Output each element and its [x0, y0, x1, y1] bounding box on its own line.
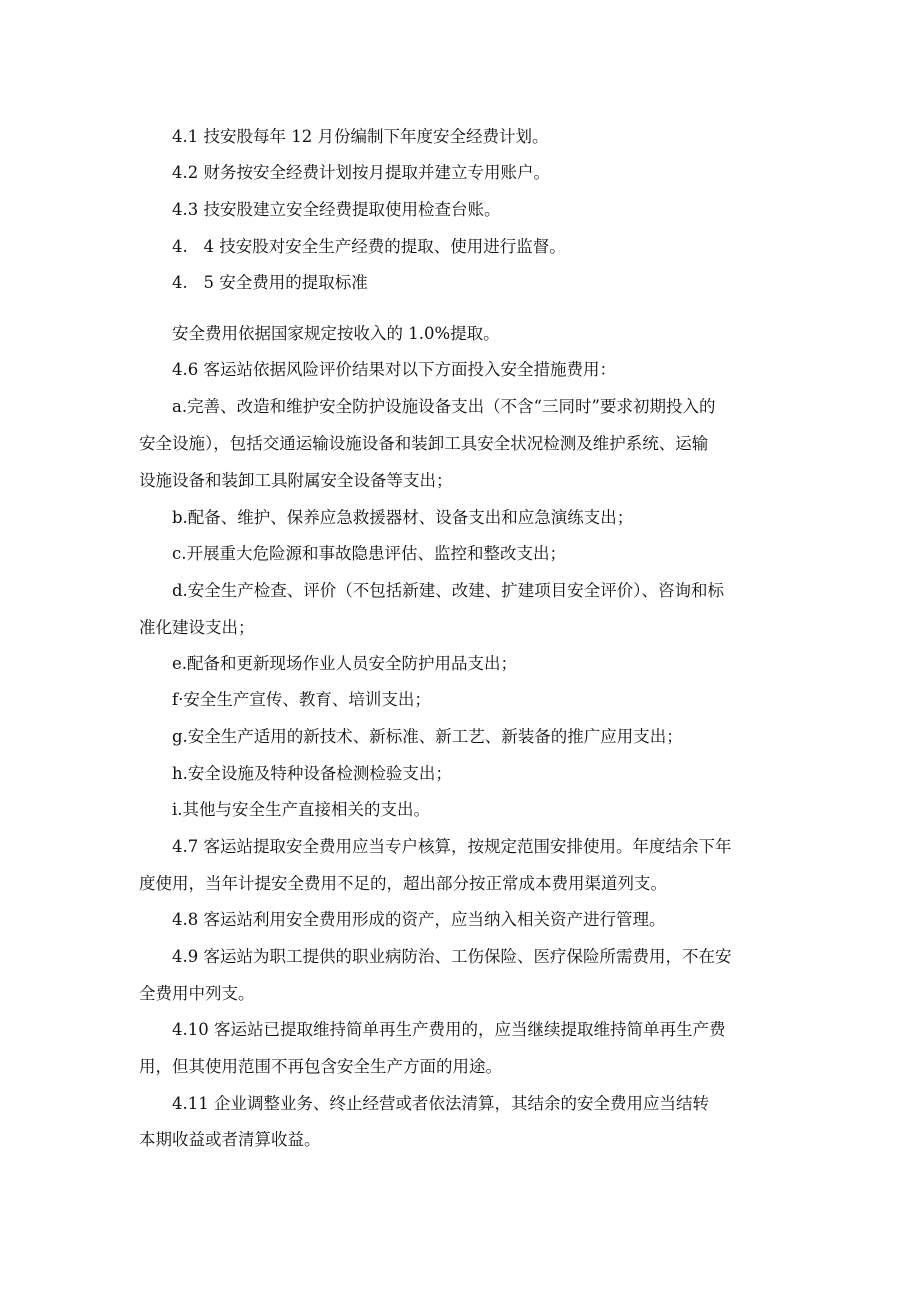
text-line: 设施设备和装卸工具附属安全设备等支出； — [139, 471, 453, 490]
text-line: g.安全生产适用的新技术、新标准、新工艺、新装备的推广应用支出； — [172, 727, 683, 746]
text-line: 4.9 客运站为职工提供的职业病防治、工伤保险、医疗保险所需费用，不在安 — [172, 947, 732, 966]
text-line: e.配备和更新现场作业人员安全防护用品支出； — [172, 654, 518, 673]
text-line: 4.3 技安股建立安全经费提取使用检查台账。 — [172, 200, 501, 219]
text-line: d.安全生产检查、评价（不包括新建、改建、扩建项目安全评价）、咨询和标 — [172, 581, 725, 600]
text-line: f·安全生产宣传、教育、培训支出； — [172, 690, 431, 709]
text-line: 4.7 客运站提取安全费用应当专户核算，按规定范围安排使用。年度结余下年 — [172, 837, 732, 856]
text-line: 4. 4 技安股对安全生产经费的提取、使用进行监督。 — [172, 237, 566, 256]
text-line: 用，但其使用范围不再包含安全生产方面的用途。 — [139, 1057, 502, 1076]
text-line: 4. 5 安全费用的提取标准 — [172, 273, 368, 292]
text-line: c.开展重大危险源和事故隐患评估、监控和整改支出； — [172, 544, 566, 563]
text-line: 安全费用依据国家规定按收入的 1.0%提取。 — [172, 324, 500, 343]
text-line: 全费用中列支。 — [139, 984, 255, 1003]
text-line: 准化建设支出； — [139, 618, 255, 637]
text-line: 4.10 客运站已提取维持简单再生产费用的，应当继续提取维持简单再生产费 — [172, 1020, 726, 1039]
text-line: 4.2 财务按安全经费计划按月提取并建立专用账户。 — [172, 163, 550, 182]
text-line: 安全设施），包括交通运输设施设备和装卸工具安全状况检测及维护系统、运输 — [139, 434, 709, 453]
text-line: b.配备、维护、保养应急救援器材、设备支出和应急演练支出； — [172, 508, 634, 527]
text-line: h.安全设施及特种设备检测检验支出； — [172, 764, 452, 783]
text-line: a.完善、改造和维护安全防护设施设备支出（不含“三同时”要求初期投入的 — [172, 397, 716, 416]
text-line: 度使用，当年计提安全费用不足的，超出部分按正常成本费用渠道列支。 — [139, 874, 667, 893]
text-line: 4.11 企业调整业务、终止经营或者依法清算，其结余的安全费用应当结转 — [172, 1094, 709, 1113]
text-line: i.其他与安全生产直接相关的支出。 — [172, 800, 431, 819]
text-line: 4.1 技安股每年 12 月份编制下年度安全经费计划。 — [172, 127, 549, 146]
text-line: 4.6 客运站依据风险评价结果对以下方面投入安全措施费用： — [172, 360, 616, 379]
text-line: 本期收益或者清算收益。 — [139, 1130, 321, 1149]
text-line: 4.8 客运站利用安全费用形成的资产，应当纳入相关资产进行管理。 — [172, 910, 666, 929]
